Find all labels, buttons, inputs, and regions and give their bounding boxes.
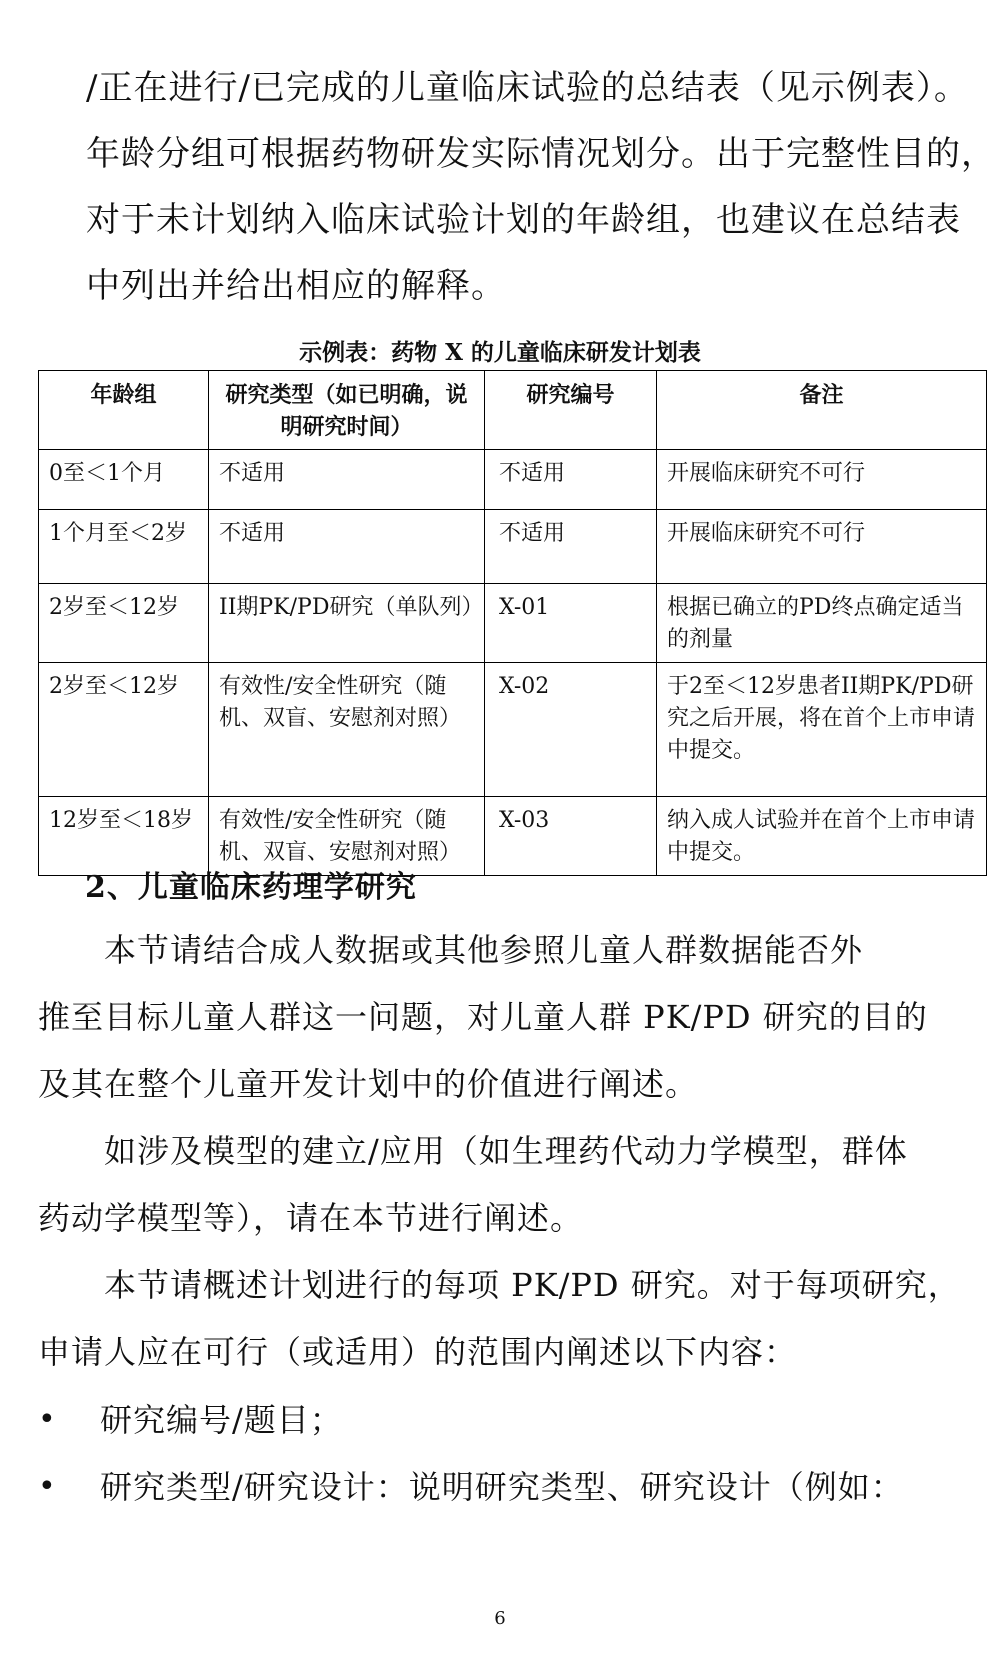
cell-study-id: X-03: [485, 797, 657, 876]
section-paragraph-line: 推至目标儿童人群这一问题，对儿童人群 PK/PD 研究的目的: [38, 998, 928, 1036]
cell-study-type: 有效性/安全性研究（随机、双盲、安慰剂对照）: [209, 663, 485, 797]
bullet-item: 研究编号/题目；: [100, 1401, 343, 1439]
cell-study-id: X-02: [485, 663, 657, 797]
table-row: [39, 510, 987, 584]
table-row: [39, 797, 987, 876]
intro-line-2: 年龄分组可根据药物研发实际情况划分。出于完整性目的，: [86, 134, 996, 174]
cell-age-group: 1个月至＜2岁: [39, 510, 209, 584]
cell-study-type: 有效性/安全性研究（随机、双盲、安慰剂对照）: [209, 797, 485, 876]
cell-remarks: 于2至＜12岁患者II期PK/PD研究之后开展，将在首个上市申请中提交。: [657, 663, 987, 797]
cell-study-id: 不适用: [485, 510, 657, 584]
cell-study-type: II期PK/PD研究（单队列）: [209, 584, 485, 663]
section-paragraph-line: 本节请概述计划进行的每项 PK/PD 研究。对于每项研究，: [104, 1266, 961, 1304]
bullet-item: 研究类型/研究设计：说明研究类型、研究设计（例如：: [100, 1468, 904, 1506]
cell-study-id: X-01: [485, 584, 657, 663]
section-paragraph-line: 及其在整个儿童开发计划中的价值进行阐述。: [38, 1065, 699, 1103]
header-study-id: 研究编号: [485, 371, 657, 450]
cell-remarks: 纳入成人试验并在首个上市申请中提交。: [657, 797, 987, 876]
cell-remarks: 开展临床研究不可行: [657, 450, 987, 510]
header-remarks: 备注: [657, 371, 987, 450]
cell-age-group: 2岁至＜12岁: [39, 584, 209, 663]
table-header-row: [39, 371, 987, 450]
table-caption: 示例表：药物 X 的儿童临床研发计划表: [299, 339, 701, 366]
intro-line-4: 中列出并给出相应的解释。: [86, 266, 506, 306]
cell-age-group: 2岁至＜12岁: [39, 663, 209, 797]
section-paragraph-line: 申请人应在可行（或适用）的范围内阐述以下内容：: [38, 1333, 798, 1371]
section-paragraph-line: 药动学模型等），请在本节进行阐述。: [38, 1199, 584, 1237]
table-row: [39, 450, 987, 510]
page-number: 6: [494, 1608, 506, 1629]
cell-study-id: 不适用: [485, 450, 657, 510]
header-study-type: 研究类型（如已明确，说明研究时间）: [209, 371, 485, 450]
cell-study-type: 不适用: [209, 450, 485, 510]
bullet-dot-icon: •: [38, 1402, 56, 1437]
table-row: [39, 584, 987, 663]
intro-line-3: 对于未计划纳入临床试验计划的年龄组，也建议在总结表: [86, 200, 961, 240]
table-row: [39, 663, 987, 797]
section-heading: 2、儿童临床药理学研究: [85, 870, 417, 905]
cell-remarks: 根据已确立的PD终点确定适当的剂量: [657, 584, 987, 663]
section-paragraph-line: 如涉及模型的建立/应用（如生理药代动力学模型，群体: [104, 1132, 908, 1170]
cell-age-group: 0至＜1个月: [39, 450, 209, 510]
intro-line-1: /正在进行/已完成的儿童临床试验的总结表（见示例表）。: [86, 68, 969, 108]
cell-study-type: 不适用: [209, 510, 485, 584]
pediatric-plan-table: [38, 370, 987, 876]
section-paragraph-line: 本节请结合成人数据或其他参照儿童人群数据能否外: [104, 931, 864, 969]
cell-age-group: 12岁至＜18岁: [39, 797, 209, 876]
cell-remarks: 开展临床研究不可行: [657, 510, 987, 584]
bullet-dot-icon: •: [38, 1469, 56, 1504]
header-age-group: 年龄组: [39, 371, 209, 450]
